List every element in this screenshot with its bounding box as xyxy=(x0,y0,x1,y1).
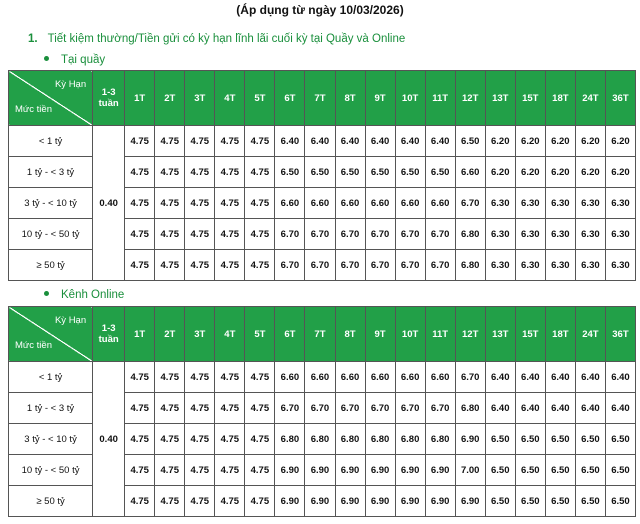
table-0-name: Tại quầy xyxy=(61,54,106,66)
amount-tier-label: 1 tỷ - < 3 tỷ xyxy=(9,393,93,424)
rate-cell: 6.90 xyxy=(425,455,455,486)
amount-axis-label: Mức tiền xyxy=(15,340,52,351)
term-header: 10T xyxy=(395,307,425,362)
rate-cell: 6.50 xyxy=(455,126,485,157)
rate-cell: 4.75 xyxy=(245,250,275,281)
rate-cell: 4.75 xyxy=(155,219,185,250)
rate-cell: 6.50 xyxy=(575,486,605,517)
rate-cell: 6.90 xyxy=(455,486,485,517)
rate-cell: 6.20 xyxy=(575,126,605,157)
rate-cell: 6.90 xyxy=(335,455,365,486)
rate-cell: 6.80 xyxy=(455,250,485,281)
rate-cell: 6.80 xyxy=(275,424,305,455)
table-row xyxy=(9,126,636,157)
rate-cell: 6.70 xyxy=(425,393,455,424)
rate-cell: 6.30 xyxy=(545,250,575,281)
rate-cell: 4.75 xyxy=(185,250,215,281)
rate-cell: 6.70 xyxy=(335,250,365,281)
term-header: 1T xyxy=(125,307,155,362)
rate-cell: 6.50 xyxy=(425,157,455,188)
rate-cell: 6.40 xyxy=(425,126,455,157)
rate-cell: 6.60 xyxy=(275,188,305,219)
rate-cell: 6.50 xyxy=(545,455,575,486)
term-header: 12T xyxy=(455,307,485,362)
section-title: Tiết kiệm thường/Tiền gửi có kỳ hạn lĩnh lãi cuối kỳ tại Quầy và Online xyxy=(47,33,406,45)
rate-cell: 6.20 xyxy=(485,157,515,188)
week-rate-cell: 0.40 xyxy=(93,126,125,281)
rate-cell: 6.90 xyxy=(305,486,335,517)
rate-cell: 4.75 xyxy=(245,126,275,157)
rate-cell: 6.20 xyxy=(575,157,605,188)
header-corner-cell xyxy=(9,307,93,362)
rate-cell: 7.00 xyxy=(455,455,485,486)
rate-cell: 6.60 xyxy=(275,362,305,393)
rate-cell: 4.75 xyxy=(155,362,185,393)
rate-cell: 6.70 xyxy=(275,219,305,250)
rate-cell: 4.75 xyxy=(125,393,155,424)
rate-cell: 6.30 xyxy=(545,188,575,219)
rate-cell: 6.30 xyxy=(515,219,545,250)
rate-cell: 6.70 xyxy=(395,219,425,250)
rate-cell: 6.50 xyxy=(515,455,545,486)
rate-cell: 6.60 xyxy=(395,362,425,393)
rate-cell: 4.75 xyxy=(245,219,275,250)
rate-cell: 4.75 xyxy=(125,219,155,250)
rate-cell: 6.30 xyxy=(605,250,635,281)
rate-cell: 6.70 xyxy=(455,362,485,393)
rate-cell: 4.75 xyxy=(125,455,155,486)
rate-cell: 6.90 xyxy=(395,486,425,517)
rate-cell: 6.80 xyxy=(365,424,395,455)
term-header: 7T xyxy=(305,71,335,126)
header-row xyxy=(9,307,636,362)
rate-cell: 4.75 xyxy=(185,188,215,219)
rate-cell: 4.75 xyxy=(245,362,275,393)
term-axis-label: Kỳ Hạn xyxy=(54,315,87,326)
rate-cell: 6.30 xyxy=(575,219,605,250)
rate-cell: 6.50 xyxy=(605,486,635,517)
rate-cell: 4.75 xyxy=(155,393,185,424)
rate-cell: 4.75 xyxy=(185,424,215,455)
rate-cell: 6.80 xyxy=(455,393,485,424)
rate-cell: 6.90 xyxy=(275,486,305,517)
table-row xyxy=(9,362,636,393)
rate-cell: 6.50 xyxy=(335,157,365,188)
rate-cell: 4.75 xyxy=(215,250,245,281)
rate-cell: 6.60 xyxy=(335,362,365,393)
amount-tier-label: 10 tỷ - < 50 tỷ xyxy=(9,455,93,486)
rate-cell: 4.75 xyxy=(245,455,275,486)
term-header: 3T xyxy=(185,71,215,126)
header-corner-cell xyxy=(9,71,93,126)
rate-cell: 4.75 xyxy=(125,157,155,188)
rate-cell: 4.75 xyxy=(125,486,155,517)
rate-cell: 6.40 xyxy=(395,126,425,157)
rate-cell: 6.50 xyxy=(605,455,635,486)
rate-cell: 6.50 xyxy=(485,486,515,517)
table-0-heading xyxy=(44,52,105,68)
rate-cell: 6.50 xyxy=(365,157,395,188)
term-header: 36T xyxy=(605,71,635,126)
rate-table-online xyxy=(8,306,636,517)
rate-cell: 6.50 xyxy=(395,157,425,188)
rate-cell: 6.40 xyxy=(575,362,605,393)
term-header: 6T xyxy=(275,71,305,126)
rate-cell: 6.70 xyxy=(335,393,365,424)
rate-cell: 6.50 xyxy=(575,424,605,455)
amount-tier-label: ≥ 50 tỷ xyxy=(9,250,93,281)
rate-cell: 4.75 xyxy=(245,188,275,219)
amount-axis-label: Mức tiền xyxy=(15,104,52,115)
rate-cell: 4.75 xyxy=(215,424,245,455)
rate-cell: 6.30 xyxy=(605,188,635,219)
rate-cell: 6.90 xyxy=(455,424,485,455)
table-1-heading xyxy=(44,287,124,303)
header-row xyxy=(9,71,636,126)
term-header: 6T xyxy=(275,307,305,362)
rate-cell: 6.90 xyxy=(365,455,395,486)
rate-cell: 6.80 xyxy=(335,424,365,455)
rate-cell: 4.75 xyxy=(125,188,155,219)
rate-cell: 4.75 xyxy=(185,486,215,517)
term-header: 4T xyxy=(215,71,245,126)
rate-cell: 6.70 xyxy=(305,393,335,424)
table-1-name: Kênh Online xyxy=(61,289,125,301)
term-header: 12T xyxy=(455,71,485,126)
rate-cell: 6.90 xyxy=(425,486,455,517)
rate-cell: 6.70 xyxy=(395,250,425,281)
rate-cell: 6.40 xyxy=(485,362,515,393)
rate-cell: 6.30 xyxy=(575,250,605,281)
rate-cell: 6.70 xyxy=(365,219,395,250)
rate-cell: 6.40 xyxy=(575,393,605,424)
term-header: 15T xyxy=(515,307,545,362)
rate-cell: 6.70 xyxy=(425,219,455,250)
term-header: 13T xyxy=(485,307,515,362)
rate-cell: 6.70 xyxy=(365,250,395,281)
rate-cell: 6.90 xyxy=(395,455,425,486)
rate-cell: 4.75 xyxy=(245,157,275,188)
rate-cell: 6.30 xyxy=(515,250,545,281)
rate-cell: 4.75 xyxy=(215,486,245,517)
rate-cell: 6.40 xyxy=(545,362,575,393)
rate-cell: 6.60 xyxy=(305,362,335,393)
rate-cell: 6.30 xyxy=(515,188,545,219)
rate-cell: 6.60 xyxy=(365,362,395,393)
term-header: 18T xyxy=(545,71,575,126)
rate-cell: 6.20 xyxy=(545,157,575,188)
rate-cell: 4.75 xyxy=(185,157,215,188)
rate-cell: 6.50 xyxy=(605,424,635,455)
term-header: 24T xyxy=(575,307,605,362)
rate-cell: 6.20 xyxy=(485,126,515,157)
rate-cell: 4.75 xyxy=(245,486,275,517)
rate-cell: 4.75 xyxy=(215,362,245,393)
rate-cell: 6.40 xyxy=(305,126,335,157)
term-header: 15T xyxy=(515,71,545,126)
term-header: 9T xyxy=(365,71,395,126)
term-header: 18T xyxy=(545,307,575,362)
bullet-icon xyxy=(44,56,49,61)
rate-cell: 4.75 xyxy=(215,126,245,157)
rate-cell: 6.50 xyxy=(545,424,575,455)
term-header: 36T xyxy=(605,307,635,362)
term-header: 1-3 tuần xyxy=(93,71,125,126)
rate-cell: 4.75 xyxy=(125,126,155,157)
section-number: 1. xyxy=(28,33,38,45)
rate-cell: 4.75 xyxy=(185,455,215,486)
rate-cell: 4.75 xyxy=(125,250,155,281)
term-header: 8T xyxy=(335,71,365,126)
amount-tier-label: 3 tỷ - < 10 tỷ xyxy=(9,424,93,455)
week-rate-cell: 0.40 xyxy=(93,362,125,517)
amount-tier-label: < 1 tỷ xyxy=(9,362,93,393)
rate-cell: 6.20 xyxy=(515,126,545,157)
term-header: 1T xyxy=(125,71,155,126)
rate-cell: 6.70 xyxy=(275,393,305,424)
rate-cell: 4.75 xyxy=(185,126,215,157)
amount-tier-label: 1 tỷ - < 3 tỷ xyxy=(9,157,93,188)
rate-cell: 4.75 xyxy=(215,188,245,219)
rate-cell: 6.30 xyxy=(485,219,515,250)
term-header: 3T xyxy=(185,307,215,362)
rate-cell: 6.60 xyxy=(335,188,365,219)
rate-table-counter xyxy=(8,70,636,281)
term-header: 7T xyxy=(305,307,335,362)
rate-cell: 6.40 xyxy=(605,362,635,393)
rate-cell: 4.75 xyxy=(155,157,185,188)
rate-cell: 4.75 xyxy=(245,393,275,424)
rate-cell: 4.75 xyxy=(155,126,185,157)
rate-cell: 4.75 xyxy=(155,424,185,455)
term-axis-label: Kỳ Hạn xyxy=(54,79,87,90)
rate-cell: 6.80 xyxy=(395,424,425,455)
rate-cell: 6.50 xyxy=(485,424,515,455)
rate-cell: 4.75 xyxy=(215,219,245,250)
term-header: 2T xyxy=(155,71,185,126)
rate-cell: 6.60 xyxy=(425,362,455,393)
rate-cell: 6.70 xyxy=(305,219,335,250)
rate-cell: 6.60 xyxy=(365,188,395,219)
rate-cell: 6.40 xyxy=(515,393,545,424)
rate-cell: 6.50 xyxy=(545,486,575,517)
rate-cell: 4.75 xyxy=(125,362,155,393)
rate-cell: 6.90 xyxy=(365,486,395,517)
rate-cell: 6.40 xyxy=(365,126,395,157)
rate-cell: 6.60 xyxy=(395,188,425,219)
rate-cell: 6.40 xyxy=(515,362,545,393)
rate-cell: 6.40 xyxy=(485,393,515,424)
rate-cell: 6.70 xyxy=(365,393,395,424)
rate-cell: 6.60 xyxy=(305,188,335,219)
term-header: 8T xyxy=(335,307,365,362)
rate-cell: 6.60 xyxy=(425,188,455,219)
effective-date-note: (Áp dụng từ ngày 10/03/2026) xyxy=(236,3,404,17)
rate-cell: 4.75 xyxy=(215,455,245,486)
rate-cell: 6.40 xyxy=(545,393,575,424)
rate-cell: 6.50 xyxy=(515,424,545,455)
term-header: 5T xyxy=(245,307,275,362)
rate-cell: 4.75 xyxy=(215,393,245,424)
rate-cell: 6.20 xyxy=(515,157,545,188)
rate-cell: 6.40 xyxy=(335,126,365,157)
term-header: 11T xyxy=(425,71,455,126)
term-header: 9T xyxy=(365,307,395,362)
bullet-icon xyxy=(44,291,49,296)
rate-cell: 4.75 xyxy=(155,188,185,219)
rate-cell: 6.90 xyxy=(335,486,365,517)
term-header: 5T xyxy=(245,71,275,126)
term-header: 11T xyxy=(425,307,455,362)
rate-cell: 6.50 xyxy=(485,455,515,486)
rate-cell: 4.75 xyxy=(125,424,155,455)
rate-cell: 6.90 xyxy=(275,455,305,486)
rate-cell: 6.30 xyxy=(485,188,515,219)
term-header: 1-3 tuần xyxy=(93,307,125,362)
term-header: 24T xyxy=(575,71,605,126)
rate-cell: 6.50 xyxy=(515,486,545,517)
rate-cell: 4.75 xyxy=(185,219,215,250)
rate-cell: 6.70 xyxy=(335,219,365,250)
rate-cell: 6.70 xyxy=(275,250,305,281)
amount-tier-label: < 1 tỷ xyxy=(9,126,93,157)
rate-cell: 4.75 xyxy=(245,424,275,455)
rate-cell: 6.50 xyxy=(305,157,335,188)
term-header: 2T xyxy=(155,307,185,362)
rate-cell: 4.75 xyxy=(185,393,215,424)
term-header: 4T xyxy=(215,307,245,362)
amount-tier-label: ≥ 50 tỷ xyxy=(9,486,93,517)
rate-cell: 4.75 xyxy=(215,157,245,188)
rate-cell: 6.40 xyxy=(275,126,305,157)
term-header: 10T xyxy=(395,71,425,126)
rate-cell: 6.70 xyxy=(455,188,485,219)
rate-cell: 6.60 xyxy=(455,157,485,188)
rate-cell: 6.30 xyxy=(485,250,515,281)
rate-cell: 6.80 xyxy=(305,424,335,455)
section-heading xyxy=(28,30,405,48)
rate-cell: 6.50 xyxy=(275,157,305,188)
rate-cell: 6.50 xyxy=(575,455,605,486)
rate-cell: 6.20 xyxy=(545,126,575,157)
rate-cell: 6.20 xyxy=(605,157,635,188)
rate-cell: 6.80 xyxy=(455,219,485,250)
rate-cell: 6.40 xyxy=(605,393,635,424)
rate-cell: 6.90 xyxy=(305,455,335,486)
rate-cell: 6.70 xyxy=(305,250,335,281)
rate-cell: 6.30 xyxy=(545,219,575,250)
rate-cell: 6.70 xyxy=(425,250,455,281)
rate-cell: 4.75 xyxy=(155,455,185,486)
rate-cell: 4.75 xyxy=(155,486,185,517)
rate-cell: 6.70 xyxy=(395,393,425,424)
rate-cell: 6.30 xyxy=(575,188,605,219)
rate-cell: 4.75 xyxy=(185,362,215,393)
rate-cell: 6.20 xyxy=(605,126,635,157)
term-header: 13T xyxy=(485,71,515,126)
rate-cell: 6.30 xyxy=(605,219,635,250)
rate-cell: 4.75 xyxy=(155,250,185,281)
amount-tier-label: 10 tỷ - < 50 tỷ xyxy=(9,219,93,250)
rate-cell: 6.80 xyxy=(425,424,455,455)
amount-tier-label: 3 tỷ - < 10 tỷ xyxy=(9,188,93,219)
